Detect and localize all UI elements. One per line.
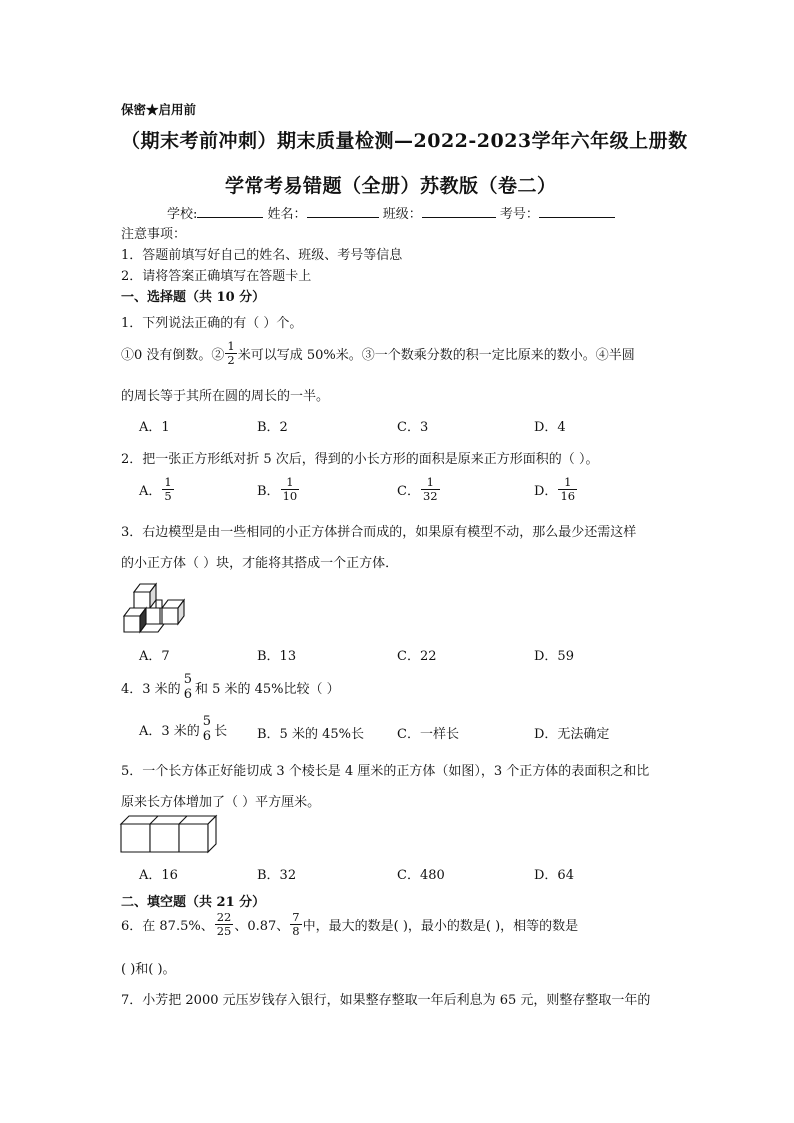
q3-option-c[interactable]: C．22: [397, 649, 437, 664]
school-label: 学校:: [167, 207, 198, 222]
q2-option-c[interactable]: [397, 476, 441, 503]
school-blank[interactable]: [197, 205, 263, 218]
note-item-1: 1．答题前填写好自己的姓名、班级、考号等信息: [121, 248, 403, 263]
q2-option-a-frac: [162, 476, 173, 503]
frac-num: 5: [183, 672, 192, 687]
name-blank[interactable]: [307, 205, 379, 218]
q1-option-a[interactable]: A．1: [139, 420, 170, 435]
frac-den: 10: [282, 489, 298, 504]
frac-den: 32: [422, 489, 438, 504]
q2-option-c-frac: [421, 476, 440, 503]
number-label: 考号：: [499, 207, 539, 222]
class-blank[interactable]: [422, 205, 496, 218]
cuboid-figure: [118, 812, 220, 856]
q5-option-c[interactable]: C．480: [397, 868, 445, 883]
q1-option-c[interactable]: C．3: [397, 420, 429, 435]
notes-heading: 注意事项：: [121, 227, 187, 242]
frac-num: 1: [164, 475, 172, 489]
frac-den: 6: [183, 686, 192, 702]
q2-option-a-label: A．: [139, 484, 162, 500]
q1-frac-num: 1: [227, 339, 235, 353]
q5-line1: 5．一个长方体正好能切成 3 个棱长是 4 厘米的正方体（如图），3 个正方体的表面积之和比: [121, 764, 650, 779]
q1-option-d[interactable]: D．4: [534, 420, 566, 435]
q2-option-d[interactable]: [534, 476, 578, 503]
q4-fraction: [182, 673, 194, 703]
q4-option-d[interactable]: D．无法确定: [534, 727, 610, 742]
q6-fraction-1: [215, 911, 234, 938]
frac-num: 5: [202, 714, 212, 729]
section-choice-heading: 一、选择题（共 10 分）: [121, 290, 266, 305]
q4-option-b[interactable]: B．5 米的 45%长: [257, 727, 364, 742]
note-item-2: 2．请将答案正确填写在答题卡上: [121, 269, 312, 284]
q1-option-b[interactable]: B．2: [257, 420, 288, 435]
q1-text-a: ①0 没有倒数。②: [121, 348, 225, 364]
q4-stem-a: 4．3 米的: [121, 682, 181, 698]
q6-text-a: 6．在 87.5%、: [121, 919, 214, 935]
q3-option-a[interactable]: A．7: [139, 649, 170, 664]
frac-den: 5: [164, 489, 172, 504]
q4-option-a-text: A．3 米的: [139, 724, 200, 740]
q2-option-b-frac: [281, 476, 300, 503]
q4-stem-b: 和 5 米的 45%比较（ ）: [194, 682, 340, 698]
frac-den: 16: [560, 489, 576, 504]
q1-frac-den: 2: [227, 353, 235, 368]
q6-text-b: 、0.87、: [234, 919, 290, 935]
q2-option-b-label: B．: [257, 484, 280, 500]
name-label: 姓名：: [267, 207, 307, 222]
q1-text-c: 的周长等于其所在圆的周长的一半。: [121, 389, 330, 404]
cube-model-figure: [120, 578, 190, 638]
q1-fraction: [225, 340, 236, 367]
q2-option-d-label: D．: [534, 484, 558, 500]
q3-line2: 的小正方体（ ）块，才能将其搭成一个正方体．: [121, 556, 399, 571]
page-title-line2: 学常考易错题（全册）苏教版（卷二）: [225, 175, 557, 197]
frac-num: 22: [216, 910, 232, 924]
q4-option-a[interactable]: [139, 715, 227, 745]
q3-option-b[interactable]: B．13: [257, 649, 297, 664]
class-label: 班级：: [382, 207, 422, 222]
frac-num: 7: [292, 910, 300, 924]
q5-option-b[interactable]: B．32: [257, 868, 297, 883]
q2-stem: 2．把一张正方形纸对折 5 次后，得到的小长方形的面积是原来正方形面积的（ ）。: [121, 452, 599, 467]
q3-line1: 3．右边模型是由一些相同的小正方体拼合而成的，如果原有模型不动，那么最少还需这样: [121, 525, 637, 540]
q3-option-d[interactable]: D．59: [534, 649, 574, 664]
q4-option-a-frac: [201, 715, 213, 745]
frac-num: 1: [286, 475, 294, 489]
frac-den: 25: [216, 924, 232, 939]
q1-statement-line: [121, 340, 635, 367]
q7-line1: 7．小芳把 2000 元压岁钱存入银行，如果整存整取一年后利息为 65 元，则整存整取一年的: [121, 993, 651, 1008]
frac-den: 8: [292, 924, 300, 939]
q5-line2: 原来长方体增加了（ ）平方厘米。: [121, 795, 321, 810]
q1-text-b: 米可以写成 50%米。③一个数乘分数的积一定比原来的数小。④半圆: [237, 348, 635, 364]
student-info-fields: [167, 203, 615, 222]
q2-option-b[interactable]: [257, 476, 300, 503]
page-title-line1: （期末考前冲刺）期末质量检测—2022-2023学年六年级上册数: [121, 130, 688, 152]
frac-num: 1: [564, 475, 572, 489]
frac-num: 1: [426, 475, 434, 489]
section-fill-heading: 二、填空题（共 21 分）: [121, 895, 266, 910]
secret-label: 保密★启用前: [121, 102, 197, 117]
q4-option-a-suffix: 长: [214, 724, 228, 740]
q2-option-d-frac: [558, 476, 577, 503]
q5-option-d[interactable]: D．64: [534, 868, 574, 883]
q2-option-a[interactable]: [139, 476, 175, 503]
q4-stem: [121, 673, 340, 703]
q1-stem: 1．下列说法正确的有（ ）个。: [121, 316, 303, 331]
number-blank[interactable]: [539, 205, 615, 218]
q6-text-c: 中，最大的数是( )，最小的数是( )，相等的数是: [302, 919, 579, 935]
q5-option-a[interactable]: A．16: [139, 868, 178, 883]
q4-option-c[interactable]: C．一样长: [397, 727, 459, 742]
q6-line1: [121, 911, 578, 938]
q6-fraction-2: [290, 911, 301, 938]
frac-den: 6: [202, 728, 212, 744]
q2-option-c-label: C．: [397, 484, 420, 500]
q6-line2: ( )和( )。: [121, 962, 176, 977]
